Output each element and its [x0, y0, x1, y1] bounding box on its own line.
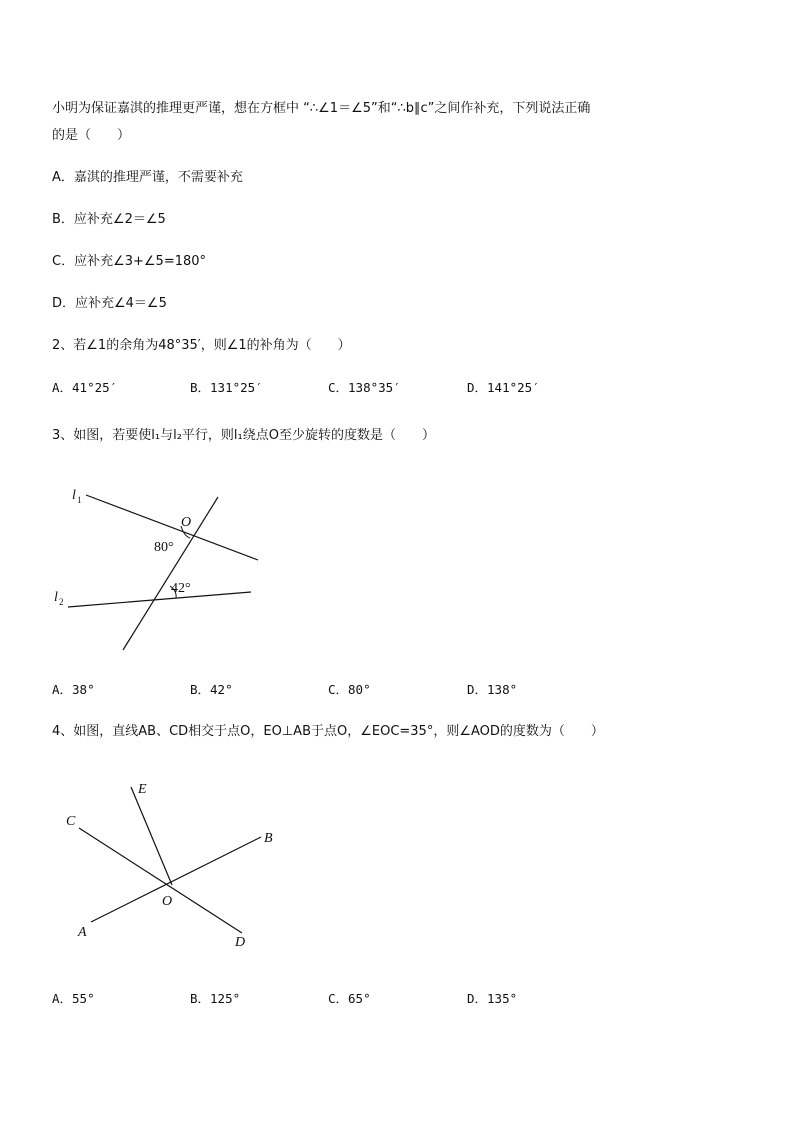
q4-label-c: C: [66, 814, 76, 829]
q3-label-l2-sub: 2: [59, 597, 64, 607]
q3-stem: 3、如图，若要使l₁与l₂平行，则l₁绕点O至少旋转的度数是（ ）: [52, 428, 435, 443]
q2-stem: 2、若∠1的余角为48°35′，则∠1的补角为（ ）: [52, 338, 351, 353]
q3-angle-42: 42°: [171, 581, 191, 596]
q1-option-c: C．应补充∠3+∠5=180°: [52, 254, 207, 269]
q3-label-l2: l: [54, 590, 58, 605]
q3-option-c: C．80°: [328, 682, 371, 697]
q4-line-ab: [91, 837, 261, 922]
q4-label-a: A: [78, 925, 87, 940]
q2-option-c: C．138°35′: [328, 380, 401, 395]
q4-option-c: C．65°: [328, 991, 371, 1006]
q3-angle-80: 80°: [154, 540, 174, 555]
q4-stem: 4、如图，直线AB、CD相交于点O，EO⊥AB于点O，∠EOC=35°，则∠AOD的度数为（ ）: [52, 724, 604, 739]
q4-label-d: D: [235, 935, 246, 950]
q3-label-l1-sub: 1: [77, 495, 82, 505]
q4-line-cd: [79, 828, 242, 933]
q1-option-d: D．应补充∠4＝∠5: [52, 296, 167, 311]
q1-option-b: B．应补充∠2＝∠5: [52, 212, 166, 227]
q4-label-e: E: [138, 782, 147, 797]
q3-label-o: O: [181, 515, 192, 530]
q4-ray-eo: [131, 787, 172, 885]
q3-option-b: B．42°: [190, 682, 233, 697]
q4-option-b: B．125°: [190, 991, 241, 1006]
q1-option-a: A．嘉淇的推理严谨，不需要补充: [52, 170, 243, 185]
q2-option-b: B．131°25′: [190, 380, 263, 395]
q4-figure: [50, 775, 310, 955]
q3-option-d: D．138°: [467, 682, 518, 697]
q4-option-a: A．55°: [52, 991, 95, 1006]
q1-stem-line2: 的是（ ）: [52, 128, 131, 143]
q3-transversal: [123, 497, 218, 650]
q4-label-b: B: [264, 831, 273, 846]
q3-label-l1: l: [72, 488, 76, 503]
q1-stem-line1: 小明为保证嘉淇的推理更严谨，想在方框中 “∴∠1＝∠5”和“∴b∥c”之间作补充，下列说法正确: [52, 101, 591, 116]
q3-option-a: A．38°: [52, 682, 95, 697]
q2-option-d: D．141°25′: [467, 380, 540, 395]
q3-line-l2: [68, 592, 251, 607]
q2-option-a: A．41°25′: [52, 380, 118, 395]
q4-option-d: D．135°: [467, 991, 518, 1006]
q4-label-o: O: [162, 894, 173, 909]
q3-figure: [40, 480, 300, 660]
